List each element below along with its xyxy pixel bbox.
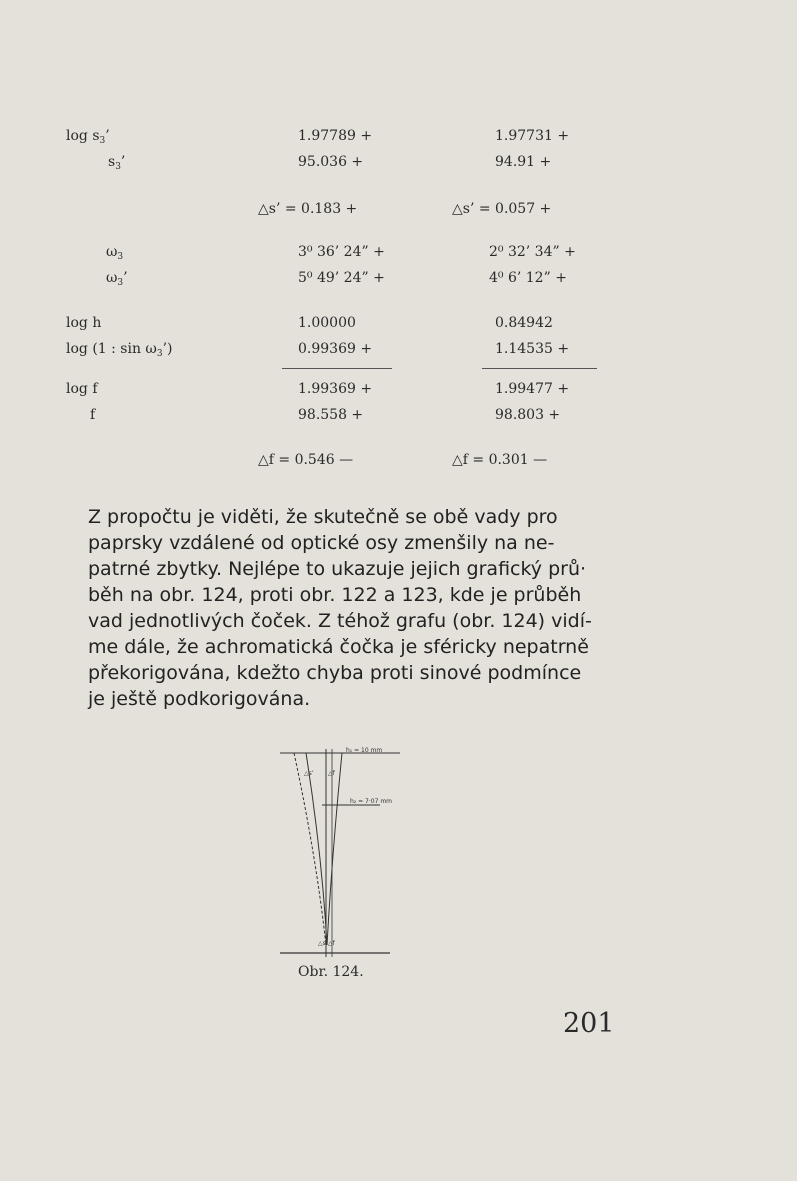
value-col-1: 95.036 +	[298, 154, 364, 170]
value-col-1: 5⁰ 49’ 24” +	[298, 270, 385, 286]
value-col-1: 0.99369 +	[298, 341, 373, 357]
h2-label: h₂ = 7·07 mm	[350, 798, 393, 805]
delta-f-row	[0, 448, 797, 472]
delta-f-col-2: △f = 0.301 —	[452, 452, 548, 468]
value-col-1: 3⁰ 36’ 24” +	[298, 244, 385, 260]
value-col-1: 98.558 +	[298, 407, 364, 423]
value-col-2: 98.803 +	[495, 407, 561, 423]
paragraph-line: patrné zbytky. Nejlépe to ukazuje jejich grafický prů·	[88, 558, 587, 580]
paragraph-line: Z propočtu je viděti, že skutečně se obě vady pro	[88, 506, 558, 528]
table-row	[0, 150, 797, 174]
table-row	[0, 240, 797, 264]
sum-rule-1	[282, 368, 392, 369]
row-label: log f	[66, 381, 98, 397]
delta-s-row	[0, 197, 797, 221]
paragraph-line: je ještě podkorigována.	[88, 688, 311, 710]
row-label: $\log s_3$’	[66, 128, 110, 146]
sum-rule-2	[482, 368, 597, 369]
table-row	[0, 377, 797, 401]
table-row	[0, 266, 797, 290]
paragraph-line: vad jednotlivých čoček. Z téhož grafu (obr. 124) vidí-	[88, 610, 592, 632]
value-col-1: 1.00000	[298, 315, 356, 331]
paragraph-line: me dále, že achromatická čočka je sféricky nepatrně	[88, 636, 589, 658]
row-label: $\omega_3$’	[106, 270, 128, 288]
row-label: $\omega_3$	[106, 244, 124, 262]
table-row	[0, 311, 797, 335]
value-col-2: 1.14535 +	[495, 341, 570, 357]
curve-label-s: △s’	[304, 770, 314, 777]
value-col-2: 94.91 +	[495, 154, 552, 170]
delta-s-col-1: △s’ = 0.183 +	[258, 201, 358, 217]
delta-f-col-1: △f = 0.546 —	[258, 452, 354, 468]
curve-label-f-bottom: △f	[328, 940, 335, 947]
delta-s-col-2: △s’ = 0.057 +	[452, 201, 552, 217]
curve-label-s-bottom: △s’	[318, 940, 328, 947]
value-col-1: 1.99369 +	[298, 381, 373, 397]
right-curve	[327, 753, 342, 945]
page-number: 201	[563, 1008, 615, 1039]
row-label: f	[90, 407, 96, 423]
value-col-2: 2⁰ 32’ 34” +	[489, 244, 576, 260]
body-paragraph	[88, 504, 608, 712]
value-col-2: 1.97731 +	[495, 128, 570, 144]
row-label: $s_3$’	[108, 154, 126, 172]
value-col-2: 4⁰ 6’ 12” +	[489, 270, 567, 286]
aberration-graph-figure	[270, 745, 420, 960]
figure-caption: Obr. 124.	[298, 964, 364, 980]
paragraph-line: překorigována, kdežto chyba proti sinové podmínce	[88, 662, 582, 684]
curve-label-f: △f	[328, 770, 335, 777]
value-col-1: 1.97789 +	[298, 128, 373, 144]
value-col-2: 0.84942	[495, 315, 553, 331]
table-row	[0, 124, 797, 148]
row-label: log (1 : $\sin \omega_3$’)	[66, 341, 173, 359]
row-label: log h	[66, 315, 102, 331]
table-row	[0, 337, 797, 361]
h1-label: h₁ = 10 mm	[346, 747, 383, 754]
table-row	[0, 403, 797, 427]
value-col-2: 1.99477 +	[495, 381, 570, 397]
paragraph-line: běh na obr. 124, proti obr. 122 a 123, kde je průběh	[88, 584, 582, 606]
paragraph-line: paprsky vzdálené od optické osy zmenšily na ne-	[88, 532, 555, 554]
delta-f-curve	[306, 753, 327, 945]
